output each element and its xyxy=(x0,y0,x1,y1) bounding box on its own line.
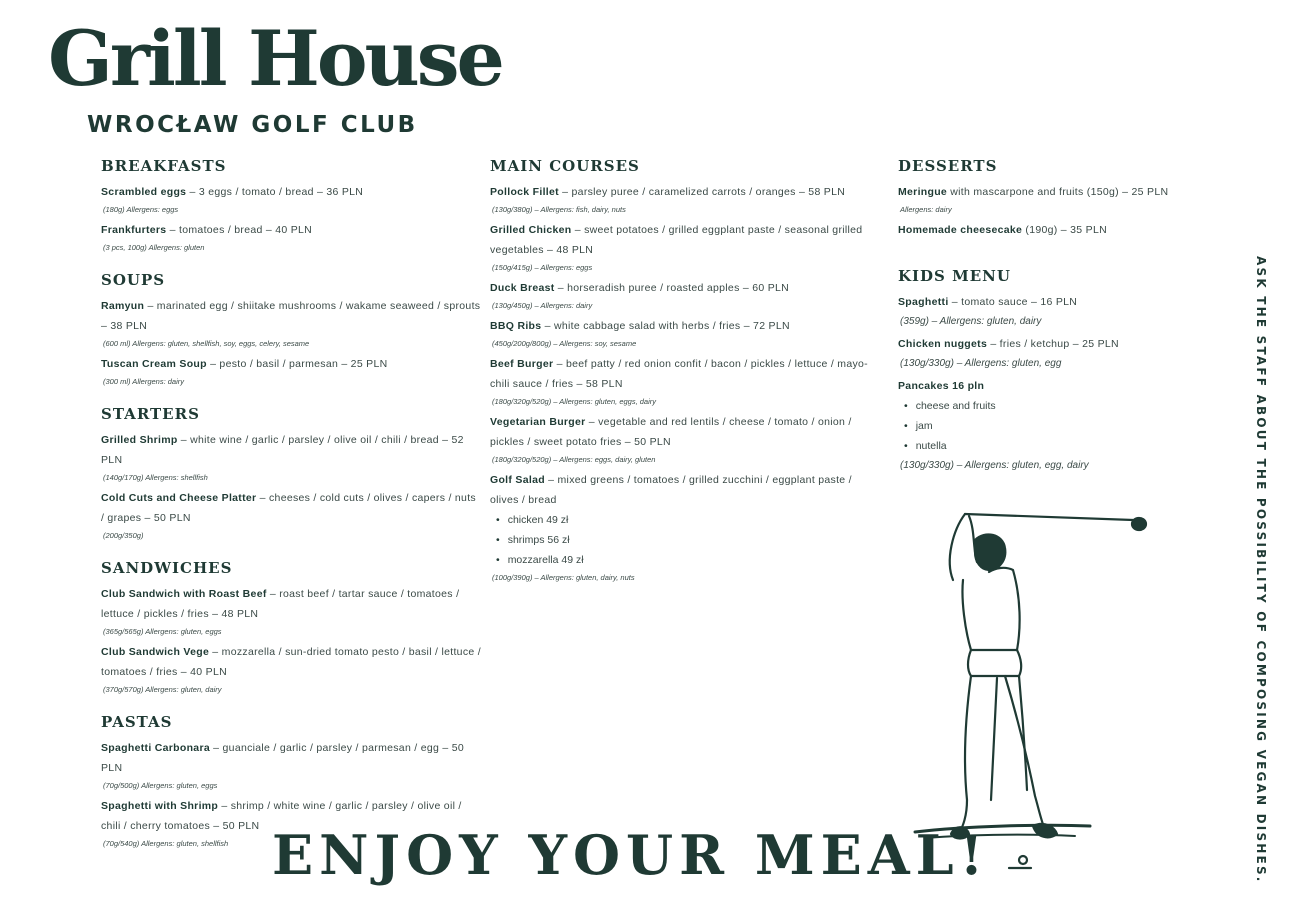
section-title: MAIN COURSES xyxy=(490,157,640,175)
item-note: (450g/200g/800g) – Allergens: soy, sesame xyxy=(492,339,637,348)
section-title: STARTERS xyxy=(101,405,200,423)
menu-item xyxy=(898,334,1188,354)
item-name: Beef Burger xyxy=(490,358,554,370)
item-name: Frankfurters xyxy=(101,224,167,236)
item-name: Cold Cuts and Cheese Platter xyxy=(101,492,257,504)
item-note: (130g/450g) – Allergens: dairy xyxy=(492,301,593,310)
menu-item xyxy=(101,182,481,202)
section-starters xyxy=(101,402,481,544)
menu-item xyxy=(490,470,870,510)
item-name: Golf Salad xyxy=(490,474,545,486)
item-note: (130g/330g) – Allergens: gluten, egg xyxy=(900,358,1062,369)
item-note: (300 ml) Allergens: dairy xyxy=(103,377,185,386)
section-title: SOUPS xyxy=(101,271,166,289)
item-desc: with mascarpone and fruits (150g) – 25 PLN xyxy=(947,186,1169,198)
menu-item xyxy=(490,220,870,260)
item-name: Scrambled eggs xyxy=(101,186,187,198)
item-note: (3 pcs, 100g) Allergens: gluten xyxy=(103,243,205,252)
item-name: Meringue xyxy=(898,186,948,198)
item-desc: – mixed greens / tomatoes / grilled zucchini / eggplant paste / olives / bread xyxy=(490,474,852,506)
option-list xyxy=(898,396,1188,456)
item-name: BBQ Ribs xyxy=(490,320,542,332)
item-note: (130g/330g) – Allergens: gluten, egg, dairy xyxy=(900,460,1089,471)
item-desc: – parsley puree / caramelized carrots / oranges – 58 PLN xyxy=(558,186,846,198)
item-desc: – marinated egg / shiitake mushrooms / wakame seaweed / sprouts – 38 PLN xyxy=(101,300,481,332)
item-note: (365g/565g) Allergens: gluten, eggs xyxy=(103,627,222,636)
section-title: SANDWICHES xyxy=(101,559,233,577)
item-name: Duck Breast xyxy=(490,282,555,294)
menu-item xyxy=(101,488,481,528)
option-item: • chicken 49 zł xyxy=(496,510,870,530)
section-soups xyxy=(101,268,481,390)
menu-item xyxy=(490,316,870,336)
item-desc: – beef patty / red onion confit / bacon / pickles / lettuce / mayo-chili sauce / fries – 58 PLN xyxy=(490,358,868,390)
menu-item xyxy=(101,220,481,240)
item-name: Ramyun xyxy=(101,300,145,312)
item-note: (600 ml) Allergens: gluten, shellfish, soy, eggs, celery, sesame xyxy=(103,339,310,348)
option-list xyxy=(490,510,870,570)
item-desc: – shrimp / white wine / garlic / parsley / olive oil / chili / cherry tomatoes – 50 PLN xyxy=(101,800,462,832)
item-note: (180g/320g/520g) – Allergens: gluten, eggs, dairy xyxy=(492,397,657,406)
restaurant-title: Grill House xyxy=(48,14,502,103)
item-desc: – tomatoes / bread – 40 PLN xyxy=(166,224,313,236)
item-desc: – vegetable and red lentils / cheese / tomato / onion / pickles / sweet potato fries – 50 PLN xyxy=(490,416,852,448)
item-name: Homemade cheesecake xyxy=(898,224,1023,236)
menu-item xyxy=(101,738,481,778)
menu-item xyxy=(490,354,870,394)
section-breakfasts xyxy=(101,154,481,256)
section-kids-menu xyxy=(898,264,1188,476)
item-desc: – guanciale / garlic / parsley / parmesan / egg – 50 PLN xyxy=(101,742,465,774)
option-item: • nutella xyxy=(904,436,1188,456)
item-desc: – sweet potatoes / grilled eggplant paste / seasonal grilled vegetables – 48 PLN xyxy=(490,224,863,256)
item-note: Allergens: dairy xyxy=(900,205,952,214)
menu-column-right xyxy=(898,154,1188,488)
item-name: Chicken nuggets xyxy=(898,338,988,350)
menu-item xyxy=(490,278,870,298)
item-name: Grilled Shrimp xyxy=(101,434,178,446)
club-subtitle: WROCŁAW GOLF CLUB xyxy=(87,112,418,138)
menu-item xyxy=(101,354,481,374)
item-name: Club Sandwich Vege xyxy=(101,646,210,658)
menu-item xyxy=(898,292,1188,312)
section-title: DESSERTS xyxy=(898,157,998,175)
section-title: KIDS MENU xyxy=(898,267,1011,285)
item-name: Spaghetti xyxy=(898,296,949,308)
menu-item xyxy=(490,412,870,452)
item-name: Vegetarian Burger xyxy=(490,416,586,428)
menu-column-middle xyxy=(490,154,870,598)
option-item: • shrimps 56 zł xyxy=(496,530,870,550)
item-note: (130g/380g) – Allergens: fish, dairy, nuts xyxy=(492,205,626,214)
menu-item xyxy=(101,642,481,682)
item-note: (370g/570g) Allergens: gluten, dairy xyxy=(103,685,222,694)
item-note: (70g/500g) Allergens: gluten, eggs xyxy=(103,781,218,790)
item-desc: – fries / ketchup – 25 PLN xyxy=(987,338,1119,350)
item-desc: – horseradish puree / roasted apples – 60 PLN xyxy=(554,282,790,294)
menu-item xyxy=(490,182,870,202)
item-note: (140g/170g) Allergens: shellfish xyxy=(103,473,208,482)
item-note: (180g) Allergens: eggs xyxy=(103,205,179,214)
item-name: Club Sandwich with Roast Beef xyxy=(101,588,267,600)
menu-item xyxy=(898,182,1188,202)
menu-item xyxy=(101,296,481,336)
menu-item xyxy=(101,584,481,624)
section-title: PASTAS xyxy=(101,713,173,731)
item-note: (200g/350g) xyxy=(103,531,144,540)
item-note: (70g/540g) Allergens: gluten, shellfish xyxy=(103,839,229,848)
option-item: • mozzarella 49 zł xyxy=(496,550,870,570)
item-desc: – white wine / garlic / parsley / olive oil / chili / bread – 52 PLN xyxy=(101,434,464,466)
option-item: • cheese and fruits xyxy=(904,396,1188,416)
section-desserts xyxy=(898,154,1188,240)
item-desc: – 3 eggs / tomato / bread – 36 PLN xyxy=(186,186,364,198)
item-desc: – tomato sauce – 16 PLN xyxy=(948,296,1078,308)
item-note: (180g/320g/520g) – Allergens: eggs, dairy, gluten xyxy=(492,455,656,464)
option-item: • jam xyxy=(904,416,1188,436)
item-name: Pollock Fillet xyxy=(490,186,559,198)
item-desc: (190g) – 35 PLN xyxy=(1022,224,1107,236)
menu-item xyxy=(898,376,1188,396)
enjoy-your-meal-banner: ENJOY YOUR MEAL! xyxy=(272,823,990,887)
item-name: Pancakes 16 pln xyxy=(898,380,985,392)
item-note: (150g/415g) – Allergens: eggs xyxy=(492,263,593,272)
item-note: (100g/390g) – Allergens: gluten, dairy, nuts xyxy=(492,573,635,582)
menu-column-left xyxy=(101,154,481,864)
item-note: (359g) – Allergens: gluten, dairy xyxy=(900,316,1042,327)
item-desc: – white cabbage salad with herbs / fries – 72 PLN xyxy=(541,320,790,332)
section-main-courses xyxy=(490,154,870,586)
item-name: Spaghetti Carbonara xyxy=(101,742,210,754)
item-desc: – pesto / basil / parmesan – 25 PLN xyxy=(206,358,388,370)
item-desc: – roast beef / tartar sauce / tomatoes / lettuce / pickles / fries – 48 PLN xyxy=(101,588,460,620)
menu-item xyxy=(898,220,1188,240)
section-title: BREAKFASTS xyxy=(101,157,227,175)
item-desc: – mozzarella / sun-dried tomato pesto / basil / lettuce / tomatoes / fries – 40 PLN xyxy=(101,646,481,678)
item-name: Grilled Chicken xyxy=(490,224,572,236)
item-name: Spaghetti with Shrimp xyxy=(101,800,219,812)
section-sandwiches xyxy=(101,556,481,698)
item-name: Tuscan Cream Soup xyxy=(101,358,207,370)
item-desc: – cheeses / cold cuts / olives / capers / nuts / grapes – 50 PLN xyxy=(101,492,476,524)
vegan-dishes-note: ASK THE STAFF ABOUT THE POSSIBILITY OF COMPOSING VEGAN DISHES. xyxy=(1254,256,1268,884)
menu-item xyxy=(101,430,481,470)
